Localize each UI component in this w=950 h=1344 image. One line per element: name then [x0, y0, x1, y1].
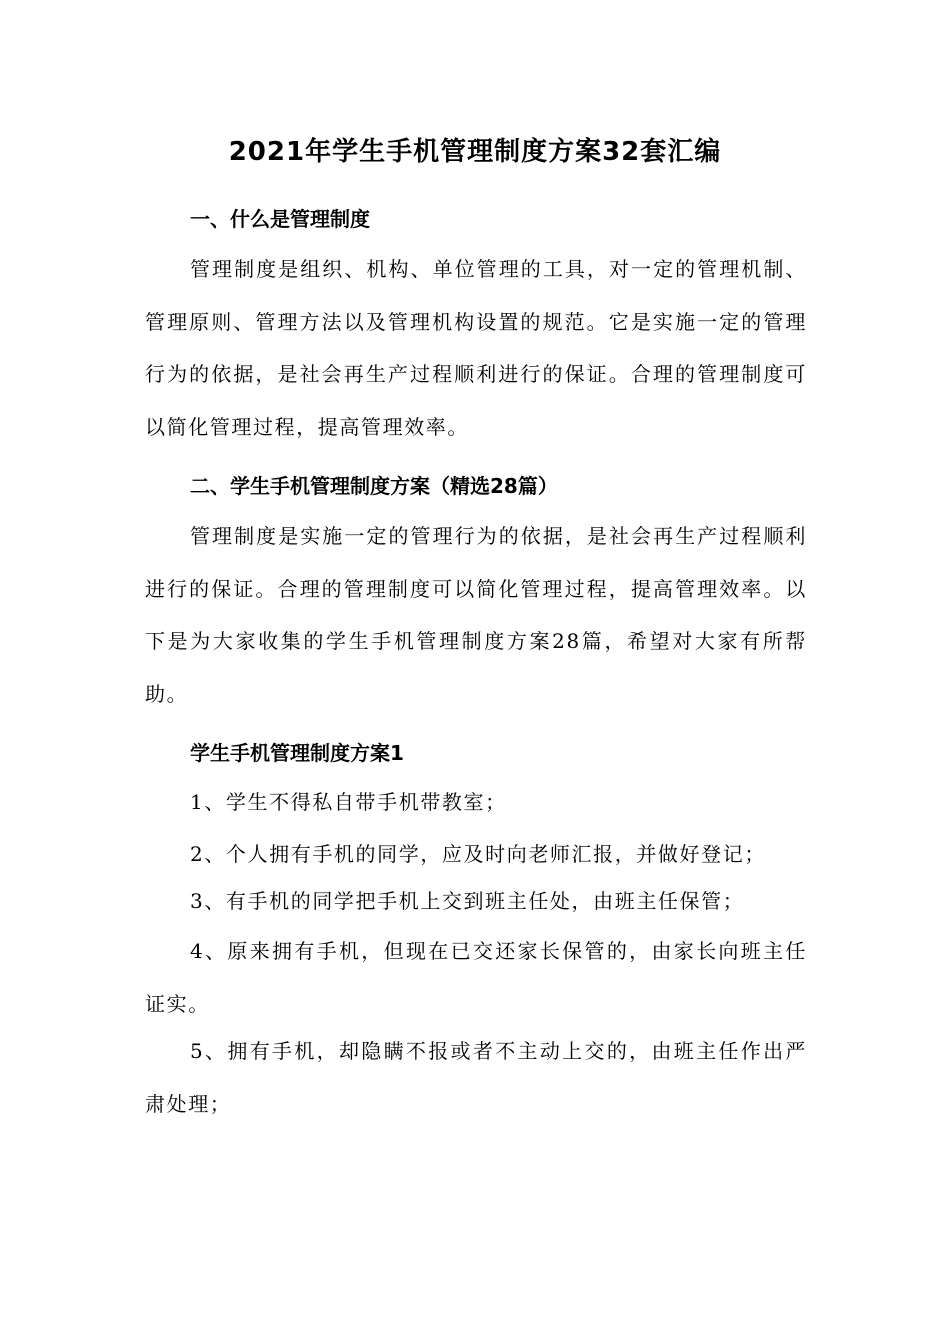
- list-item: 5、拥有手机，却隐瞒不报或者不主动上交的，由班主任作出严肃处理；: [145, 1039, 807, 1116]
- section-paragraph-1: 管理制度是组织、机构、单位管理的工具，对一定的管理机制、管理原则、管理方法以及管理机构设置的规范。它是实施一定的管理行为的依据，是社会再生产过程顺利进行的保证。合理的管理制度可以简化管理过程，提高管理效率。: [145, 257, 807, 439]
- list-item: 4、原来拥有手机，但现在已交还家长保管的，由家长向班主任证实。: [145, 939, 807, 1016]
- document-title: 2021年学生手机管理制度方案32套汇编: [228, 137, 722, 167]
- section-paragraph-2: 管理制度是实施一定的管理行为的依据，是社会再生产过程顺利进行的保证。合理的管理制度可以简化管理过程，提高管理效率。以下是为大家收集的学生手机管理制度方案28篇，希望对大家有所帮助。: [145, 524, 807, 706]
- list-item: 3、有手机的同学把手机上交到班主任处，由班主任保管；: [190, 889, 745, 913]
- plan-heading-1: 学生手机管理制度方案1: [190, 741, 404, 765]
- list-item: 2、个人拥有手机的同学，应及时向老师汇报，并做好登记；: [190, 842, 766, 866]
- section-heading-1: 一、什么是管理制度: [190, 207, 370, 231]
- section-heading-2: 二、学生手机管理制度方案（精选28篇）: [190, 474, 558, 498]
- list-item: 1、学生不得私自带手机带教室；: [190, 790, 507, 814]
